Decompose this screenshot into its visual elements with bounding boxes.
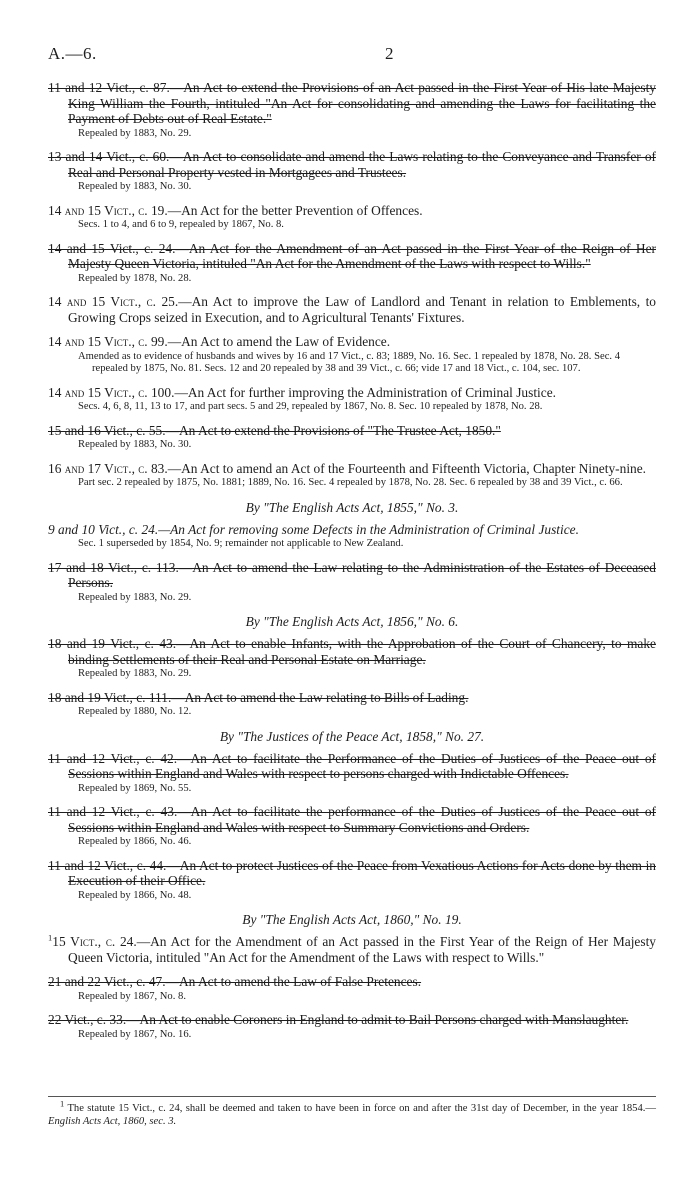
- act-note: Repealed by 1883, No. 30.: [78, 439, 192, 450]
- act-title: 11 and 12 Vict., c. 42.—An Act to facilitate the Performance of the Duties of Justices of the Peace out of Sessions within England and Wales with respect to persons charged with Indictable Offences.: [48, 750, 656, 781]
- act-title: 11 and 12 Vict., c. 87.—An Act to extend the Provisions of an Act passed in the First Year of His late Majesty King William the Fourth, intituled "An Act for consolidating and amending the Laws for facilitating the Payment of Debts out of Real Estate.": [48, 80, 656, 126]
- act-note: Part sec. 2 repealed by 1875, No. 1881; 1889, No. 16. Sec. 4 repealed by 1878, No. 28. Sec. 6 repealed by 38 and 39 Vict., c. 66.: [78, 477, 623, 488]
- act-note: Repealed by 1866, No. 48.: [78, 889, 192, 901]
- act-title: 15 and 16 Vict., c. 55.—An Act to extend the Provisions of "The Trustee Act, 1850.": [48, 422, 501, 438]
- act-entry: [48, 423, 656, 452]
- act-entry: [48, 690, 656, 719]
- act-citation: 14 and 15 Vict., c. 100.: [48, 384, 175, 400]
- act-title: 22 Vict., c. 33.—An Act to enable Coroners in England to admit to Bail Persons charged with Manslaughter.: [48, 1012, 629, 1027]
- act-entry: [48, 241, 656, 286]
- act-name: —An Act to amend the Law of Evidence.: [167, 334, 391, 349]
- act-entry: [48, 560, 656, 605]
- act-note: Repealed by 1883, No. 29.: [78, 668, 192, 679]
- footnote: [48, 1098, 656, 1128]
- act-title: [48, 294, 656, 325]
- act-name: —An Act to improve the Law of Landlord and Tenant in relation to Emblements, to Growing Crops seized in Execution, and to Agricultural Tenants' Fixtures.: [68, 294, 656, 325]
- section-heading: By "The English Acts Act, 1856," No. 6.: [245, 614, 459, 629]
- section-heading: By "The English Acts Act, 1860," No. 19.: [242, 912, 462, 927]
- act-title: 11 and 12 Vict., c. 44.—An Act to protect Justices of the Peace from Vexatious Actions for Acts done by them in Execution of their Office.: [48, 857, 656, 888]
- act-note: Amended as to evidence of husbands and wives by 16 and 17 Vict., c. 83; 1889, No. 16. Sec. 1 repealed by 1878, No. 28. Sec. 4 repealed by 1875, No. 81. Secs. 12 and 20 repealed by 38 and 39 Vict., c. 66; vide 17 and 18 Vict., c. 104, sec. 107.: [78, 350, 620, 374]
- act-title: [48, 934, 656, 965]
- section-heading: By "The Justices of the Peace Act, 1858," No. 27.: [219, 728, 485, 744]
- document-reference: A.—6.: [48, 44, 97, 63]
- act-note: Repealed by 1878, No. 28.: [78, 272, 192, 284]
- act-entry: [48, 294, 656, 325]
- act-name: —An Act for the Amendment of an Act passed in the First Year of the Reign of Her Majesty Queen Victoria, intituled "An Act for the Amendment of the Laws with respect to Wills.": [68, 934, 656, 965]
- act-title: [48, 461, 656, 477]
- act-entry: [48, 1012, 656, 1041]
- act-entry: [48, 522, 656, 551]
- act-title: [48, 334, 656, 350]
- act-citation: 14 and 15 Vict., c. 19.: [48, 202, 168, 218]
- act-title: 17 and 18 Vict., c. 113.—An Act to amend the Law relating to the Administration of the Estates of Deceased Persons.: [48, 559, 656, 590]
- act-citation: 14 and 15 Vict., c. 99.: [48, 334, 168, 349]
- act-title: 13 and 14 Vict., c. 60.—An Act to consolidate and amend the Laws relating to the Conveyance and Transfer of Real and Personal Property vested in Mortgagees and Trustees.: [48, 149, 656, 180]
- footnote-text: The statute 15 Vict., c. 24, shall be deemed and taken to have been in force on and after the 31st day of December, in the year 1854.—: [67, 1103, 656, 1114]
- act-entry: [48, 80, 656, 140]
- act-entry: [48, 858, 656, 903]
- act-note: Repealed by 1883, No. 29.: [78, 591, 192, 603]
- act-note: Repealed by 1883, No. 30.: [78, 181, 192, 192]
- act-note: Repealed by 1867, No. 16.: [78, 1028, 192, 1040]
- act-note: Repealed by 1867, No. 8.: [78, 990, 186, 1002]
- footnote-divider: [48, 1096, 656, 1097]
- act-entry: [48, 804, 656, 849]
- act-list: [48, 80, 656, 1050]
- act-note: Repealed by 1866, No. 46.: [78, 836, 192, 847]
- act-citation: 16 and 17 Vict., c. 83.: [48, 460, 168, 476]
- act-entry: [48, 385, 656, 414]
- act-title: 21 and 22 Vict., c. 47.—An Act to amend the Law of False Pretences.: [48, 974, 422, 989]
- act-title: 14 and 15 Vict., c. 24.—An Act for the Amendment of an Act passed in the First Year of the Reign of Her Majesty Queen Victoria, intituled "An Act for the Amendment of the Laws with respect to Wills.": [48, 240, 656, 271]
- act-note: Secs. 4, 6, 8, 11, 13 to 17, and part secs. 5 and 29, repealed by 1867, No. 8. Sec. 10 repealed by 1878, No. 28.: [78, 401, 543, 412]
- act-entry: [48, 149, 656, 194]
- act-entry: [48, 203, 656, 232]
- act-title: 18 and 19 Vict., c. 43.—An Act to enable Infants, with the Approbation of the Court of Chancery, to make binding Settlements of their Real and Personal Estate on Marriage.: [48, 636, 656, 667]
- act-note: Secs. 1 to 4, and 6 to 9, repealed by 1867, No. 8.: [78, 219, 284, 230]
- act-note: Repealed by 1883, No. 29.: [78, 127, 192, 139]
- footnote-marker: 1: [48, 932, 53, 943]
- act-entry: [48, 636, 656, 681]
- act-title: [48, 385, 656, 401]
- footnote-source: English Acts Act, 1860, sec. 3.: [48, 1116, 177, 1127]
- page-number: 2: [385, 44, 394, 63]
- act-title: 11 and 12 Vict., c. 43.—An Act to facilitate the performance of the Duties of Justices of the Peace out of Sessions within England and Wales with respect to Summary Convictions and Orders.: [48, 804, 656, 835]
- act-entry: [48, 334, 656, 376]
- act-title: 18 and 19 Vict., c. 111.—An Act to amend the Law relating to Bills of Lading.: [48, 689, 469, 705]
- page-header: [48, 44, 668, 66]
- section-heading: By "The English Acts Act, 1855," No. 3.: [245, 499, 459, 515]
- act-entry: [48, 934, 656, 965]
- act-citation: 15 Vict., c. 24.: [52, 934, 137, 949]
- act-title: [48, 203, 656, 219]
- act-entry: [48, 751, 656, 796]
- act-note: Sec. 1 superseded by 1854, No. 9; remainder not applicable to New Zealand.: [78, 538, 404, 549]
- act-citation: 14 and 15 Vict., c. 25.: [48, 294, 179, 309]
- act-note: Repealed by 1880, No. 12.: [78, 706, 192, 717]
- act-title: 9 and 10 Vict., c. 24.—An Act for removing some Defects in the Administration of Criminal Justice.: [48, 521, 579, 537]
- act-name: —An Act for further improving the Administration of Criminal Justice.: [174, 384, 557, 400]
- footnote-mark: 1: [60, 1098, 65, 1109]
- act-note: Repealed by 1869, No. 55.: [78, 782, 192, 794]
- act-name: —An Act for the better Prevention of Offences.: [167, 202, 423, 218]
- act-name: —An Act to amend an Act of the Fourteenth and Fifteenth Victoria, Chapter Ninety-nine.: [167, 460, 647, 476]
- act-entry: [48, 461, 656, 490]
- act-entry: [48, 974, 656, 1003]
